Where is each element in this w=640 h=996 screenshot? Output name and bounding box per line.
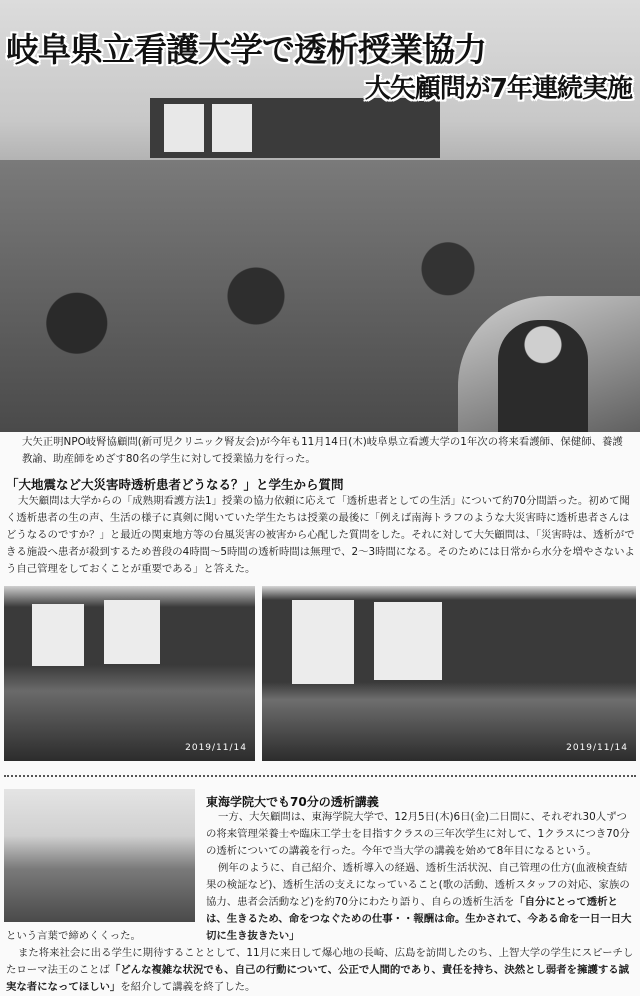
pope-quote: 「どんな複雑な状況でも、自己の行動について、公正で人間的であり、責任を持ち、決然とし弱者を擁護する誠実な者になってほしい」 — [6, 964, 630, 993]
board-poster — [374, 602, 442, 680]
section2-para-a: 一方、大矢顧問は、東海学院大学で、12月5日(木)6日(金)二日間に、それぞれ30人ずつの将来管理栄養士や臨床工学士を目指すクラスの三年次学生に対して、1クラスにつき70分の透析についての講義を行った。今年で当大学の講義を始めて8年目になるという。 — [206, 811, 630, 857]
text-span: という言葉で締めくくった。 — [6, 930, 141, 942]
text-span: 例年のように、自己紹介、透析導入の経過、透析生活状況、自己管理の仕方(血液検査結果の検証など)、透析生活の支えになっていること(歌の活動、透析スタッフの対応、家族の協力、患者会活動など)を約70分にわたり語り、自らの透析生活を — [206, 862, 630, 908]
main-subtitle: 大矢顧問が7年連続実施 — [364, 74, 632, 104]
speaker-figure — [498, 320, 588, 432]
section2-continued — [6, 928, 636, 996]
board-poster — [104, 600, 160, 664]
board-poster — [212, 104, 252, 152]
section2-body — [206, 809, 634, 945]
section1-body: 大矢顧問は大学からの「成熟期看護方法1」授業の協力依頼に応えて「透析患者としての生活」について約70分間語った。初めて聞く透析患者の生の声、生活の様子に真剣に聞いていた学生たちは授業の最後に「例えば南海トラフのような大災害時に透析患者さんはどうなるのですか？」と最近の関東地方等の台風災害の被害から心配した質問をした。それに対して大矢顧問は、「災害時は、透析ができる施設へ患者が殺到するため普段の4時間〜5時間の透析時間は無理で、2〜3時間になる。そのためには日常から水分を増やさないよう自己管理をしておくことが重要である」と答えた。 — [6, 495, 635, 575]
lecture-photo-left — [4, 586, 255, 761]
photo-date-stamp: 2019/11/14 — [185, 743, 247, 753]
section-divider — [4, 775, 636, 777]
text-span: を紹介して講義を終了した。 — [120, 981, 256, 993]
bold-quote: 「自分にとって透析とは、生きるため、命をつなぐための仕事・・報酬は命。生かされて、今ある命を一日一日大切に生き抜きたい」 — [206, 896, 632, 942]
board-poster — [292, 600, 354, 684]
section1-heading: 「大地震など大災害時透析患者どうなる？」と学生から質問 — [6, 477, 344, 492]
section2-heading: 東海学院大でも70分の透析講義 — [206, 795, 379, 809]
text-span: また将来社会に出る学生に期待することとして、11月に来日して爆心地の長崎、広島を訪問したのち、上智大学の学生にスピーチしたローマ法王のことば — [6, 947, 634, 976]
board-poster — [164, 104, 204, 152]
lecture-photo-right — [262, 586, 636, 761]
classroom-photo — [4, 789, 195, 922]
board-poster — [32, 604, 84, 666]
photo-date-stamp: 2019/11/14 — [566, 743, 628, 753]
main-title: 岐阜県立看護大学で透析授業協力 — [6, 30, 486, 69]
lead-paragraph: 大矢正明NPO岐腎協顧問(新可児クリニック腎友会)が今年も11月14日(木)岐阜県立看護大学の1年次の将来看護師、保健師、養護教諭、助産師をめざす80名の学生に対して授業協力を行った。 — [22, 436, 623, 465]
